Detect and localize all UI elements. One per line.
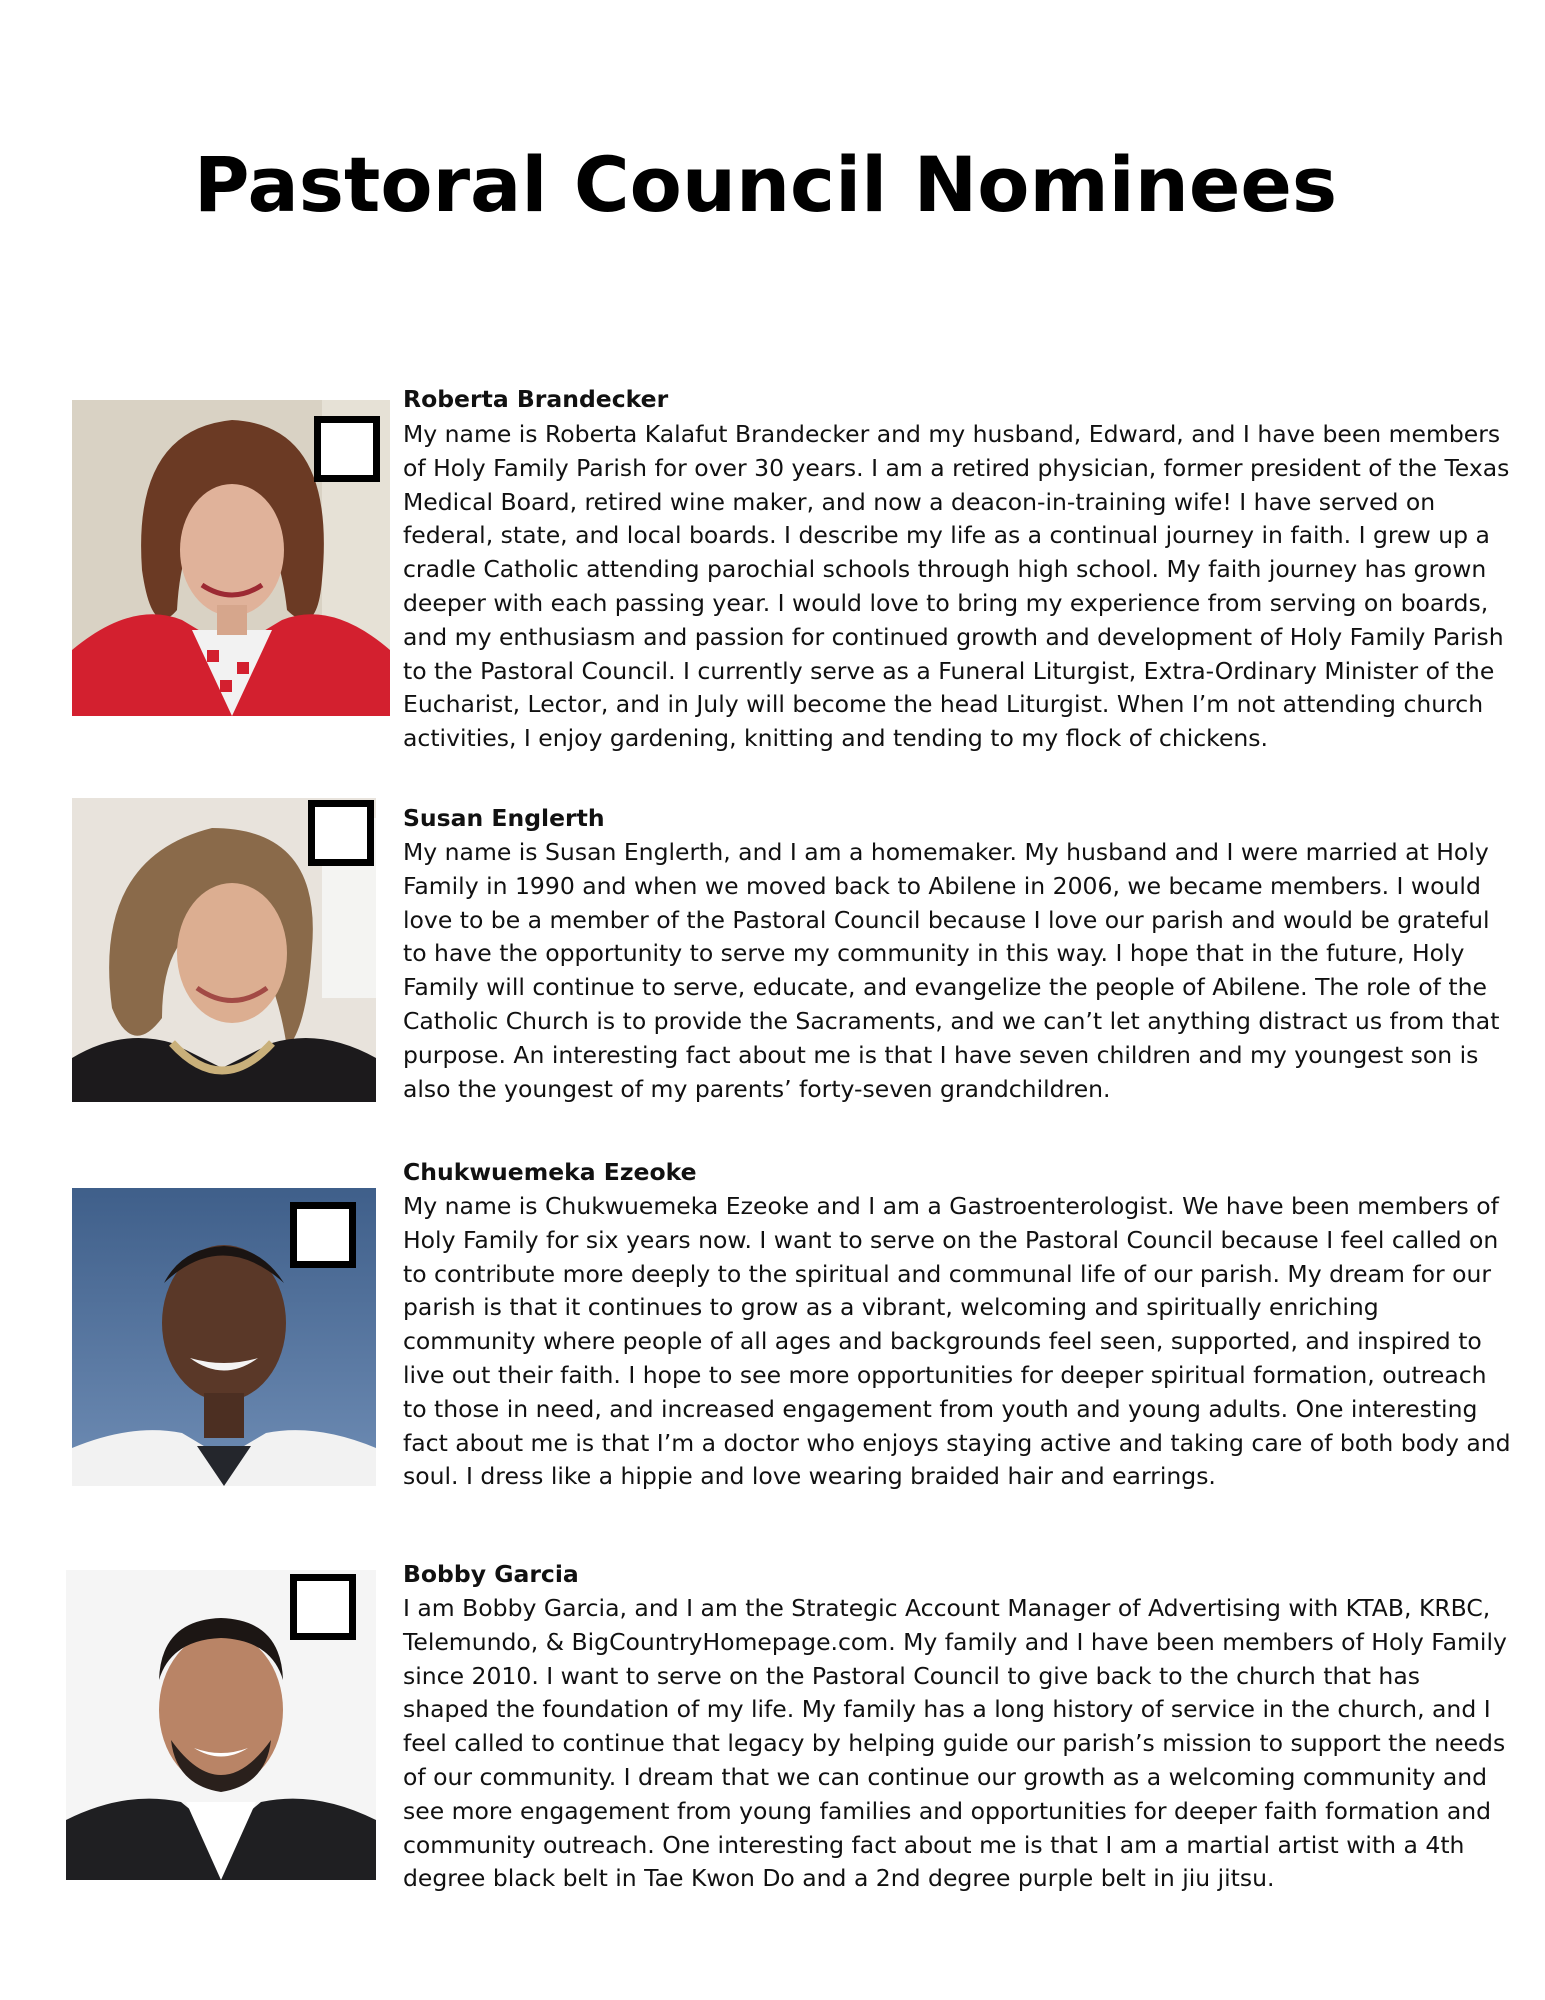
- nominee-bio: My name is Chukwuemeka Ezeoke and I am a Gastroenterologist. We have been members of Holy Family for six years now. I want to serve on the Pastoral Council because I feel called on to contribute more deeply to the spiritual and communal life of our parish. My dream for our parish is that it continues to grow as a vibrant, welcoming and spiritually enriching community where people of all ages and backgrounds feel seen, supported, and inspired to live out their faith. I hope to see more opportunities for deeper spiritual formation, outreach to those in need, and increased engagement from youth and young adults. One interesting fact about me is that I’m a doctor who enjoys staying active and taking care of both body and soul. I dress like a hippie and love wearing braided hair and earrings.: [403, 1192, 1511, 1491]
- vote-checkbox[interactable]: [290, 1574, 356, 1640]
- vote-checkbox[interactable]: [308, 800, 374, 866]
- nominee-name: Bobby Garcia: [403, 1560, 579, 1588]
- page-title: Pastoral Council Nominees: [193, 140, 1338, 229]
- nominee-name: Chukwuemeka Ezeoke: [403, 1158, 697, 1186]
- vote-checkbox[interactable]: [314, 416, 380, 482]
- nominee-name: Susan Englerth: [403, 804, 605, 832]
- nominee-bio: My name is Susan Englerth, and I am a homemaker. My husband and I were married at Holy Family in 1990 and when we moved back to Abilene in 2006, we became members. I would love to be a member of the Pastoral Council because I love our parish and would be grateful to have the opportunity to serve my community in this way. I hope that in the future, Holy Family will continue to serve, educate, and evangelize the people of Abilene. The role of the Catholic Church is to provide the Sacraments, and we can’t let anything distract us from that purpose. An interesting fact about me is that I have seven children and my youngest son is also the youngest of my parents’ forty-seven grandchildren.: [403, 838, 1500, 1103]
- nominee-bio: My name is Roberta Kalafut Brandecker and my husband, Edward, and I have been members of Holy Family Parish for over 30 years. I am a retired physician, former president of the Texas Medical Board, retired wine maker, and now a deacon-in-training wife! I have served on federal, state, and local boards. I describe my life as a continual journey in faith. I grew up a cradle Catholic attending parochial schools through high school. My faith journey has grown deeper with each passing year. I would love to bring my experience from serving on boards, and my enthusiasm and passion for continued growth and development of Holy Family Parish to the Pastoral Council. I currently serve as a Funeral Liturgist, Extra-Ordinary Minister of the Eucharist, Lector, and in July will become the head Liturgist. When I’m not attending church activities, I enjoy gardening, knitting and tending to my flock of chickens.: [403, 420, 1510, 753]
- nominee-name: Roberta Brandecker: [403, 385, 669, 413]
- nominee-bio: I am Bobby Garcia, and I am the Strategic Account Manager of Advertising with KTAB, KRBC, Telemundo, & BigCountryHomepage.com. My family and I have been members of Holy Family since 2010. I want to serve on the Pastoral Council to give back to the church that has shaped the foundation of my life. My family has a long history of service in the church, and I feel called to continue that legacy by helping guide our parish’s mission to support the needs of our community. I dream that we can continue our growth as a welcoming community and see more engagement from young families and opportunities for deeper faith formation and community outreach. One interesting fact about me is that I am a martial artist with a 4th degree black belt in Tae Kwon Do and a 2nd degree purple belt in jiu jitsu.: [403, 1594, 1507, 1893]
- vote-checkbox[interactable]: [290, 1202, 356, 1268]
